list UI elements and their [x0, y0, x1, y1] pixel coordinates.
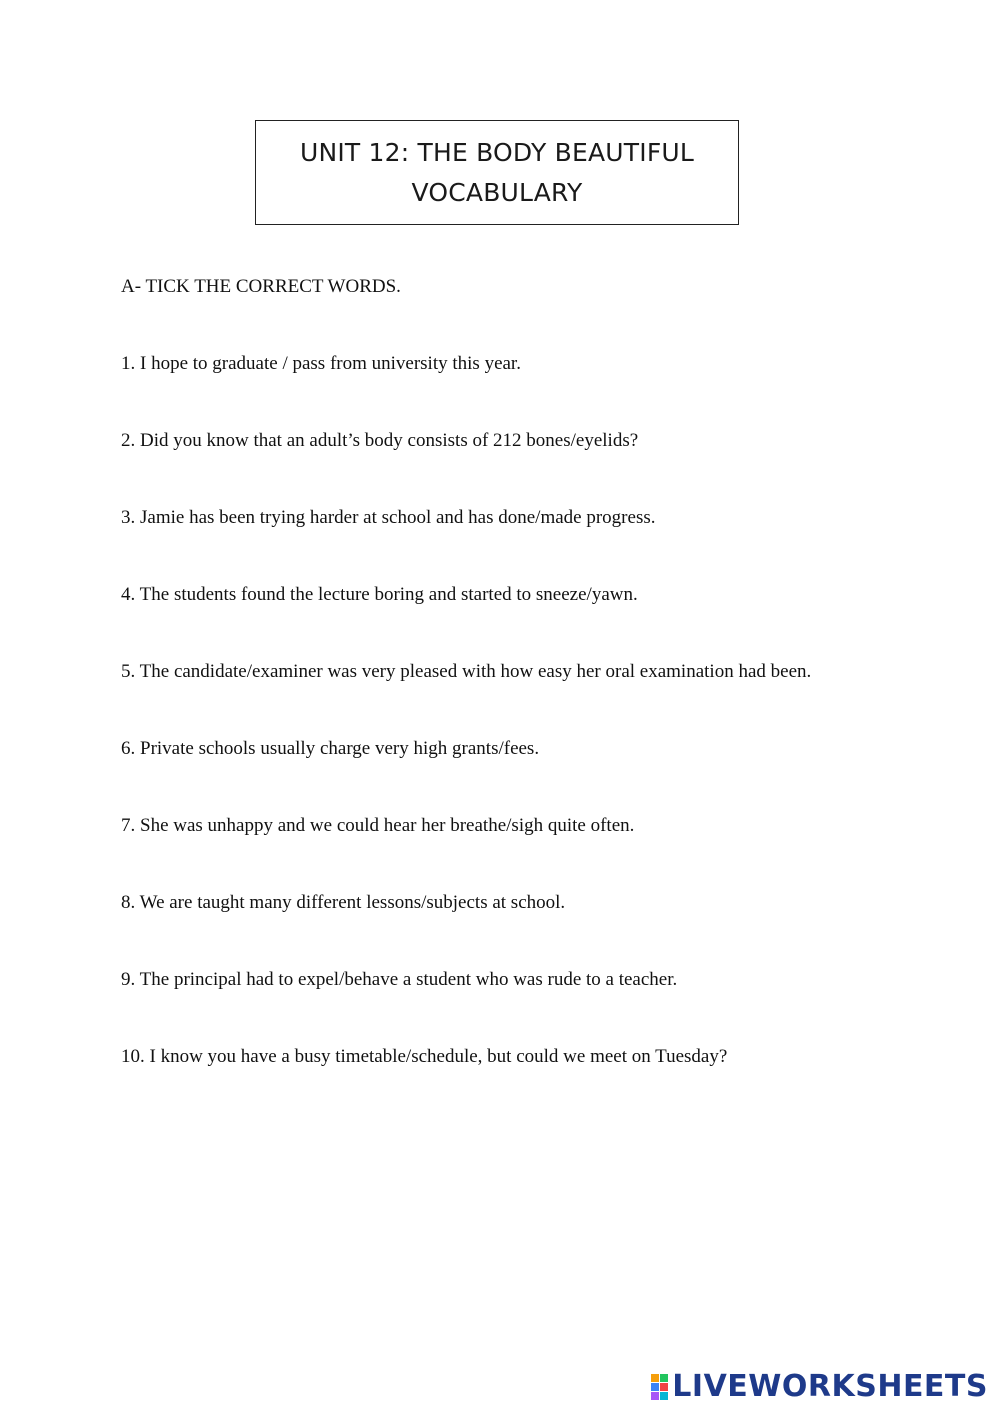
liveworksheets-logo-icon: [651, 1374, 668, 1400]
logo-tile: [660, 1392, 668, 1400]
question-item: 10. I know you have a busy timetable/schedule, but could we meet on Tuesday?: [121, 1046, 728, 1067]
logo-tile: [660, 1374, 668, 1382]
logo-tile: [651, 1383, 659, 1391]
logo-tile: [660, 1383, 668, 1391]
logo-tile: [651, 1374, 659, 1382]
question-item: 9. The principal had to expel/behave a student who was rude to a teacher.: [121, 969, 678, 990]
question-item: 1. I hope to graduate / pass from university this year.: [121, 353, 521, 374]
question-list: [121, 353, 811, 1123]
question-item: 7. She was unhappy and we could hear her breathe/sigh quite often.: [121, 815, 635, 836]
question-item: 3. Jamie has been trying harder at school and has done/made progress.: [121, 507, 656, 528]
logo-tile: [651, 1392, 659, 1400]
title-box: [255, 120, 739, 225]
question-item: 8. We are taught many different lessons/subjects at school.: [121, 892, 566, 913]
question-item: 5. The candidate/examiner was very pleased with how easy her oral examination had been.: [121, 661, 812, 682]
liveworksheets-logo: [651, 1369, 988, 1404]
question-item: 4. The students found the lecture boring and started to sneeze/yawn.: [121, 584, 638, 605]
section-heading: A- TICK THE CORRECT WORDS.: [121, 276, 401, 297]
question-item: 6. Private schools usually charge very high grants/fees.: [121, 738, 540, 759]
question-item: 2. Did you know that an adult’s body consists of 212 bones/eyelids?: [121, 430, 639, 451]
page-title: UNIT 12: THE BODY BEAUTIFUL: [299, 137, 695, 167]
page-subtitle: VOCABULARY: [411, 177, 583, 207]
logo-text: LIVEWORKSHEETS: [672, 1369, 988, 1404]
